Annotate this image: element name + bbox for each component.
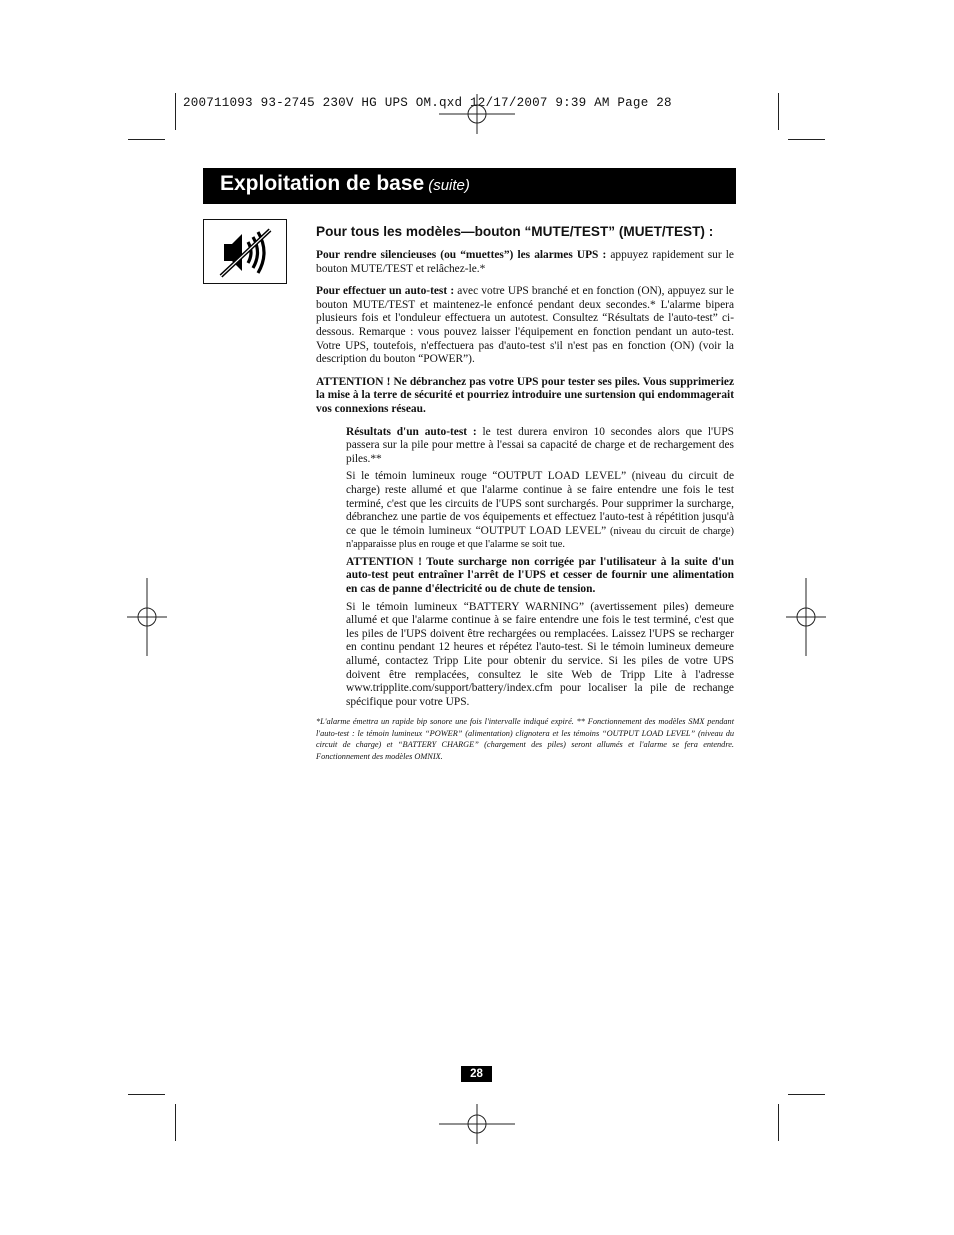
registration-mark-left [127, 578, 167, 656]
crop-mark [175, 93, 176, 130]
attention-overload [346, 556, 734, 597]
paragraph-self-test [316, 285, 734, 367]
paragraph-results [346, 426, 734, 467]
section-heading: Pour tous les modèles—bouton “MUTE/TEST” (MUET/TEST) : [316, 224, 714, 239]
mute-text: appuyez rapidement sur le bouton MUTE/TEST et relâchez-le.* [316, 249, 734, 275]
battery-text: Si le témoin lumineux “BATTERY WARNING” (avertissement piles) demeure allumé et que l'alarme continue à se faire entendre une fois le test terminé, c'est que les piles de l'UPS doivent être rechargées ou remplacées. Laissez l'UPS se recharger en continu pendant 12 heures et répétez l'auto-test. Si le témoin lumineux demeure allumé, contactez Tripp Lite pour obtenir du service. Si les piles de votre UPS doivent être remplacées, consultez le site Web de Tripp Lite à l'adresse www.tripplite.com/support/battery/index.cfm pour localiser la pile de rechange spécifique pour votre UPS. [346, 600, 734, 708]
page-title-text: Exploitation de base [220, 172, 425, 195]
page-title [220, 172, 470, 196]
crop-mark [128, 1094, 165, 1095]
self-test-text: avec votre UPS branché et en fonction (ON), appuyez sur le bouton MUTE/TEST et maintenez-le enfoncé pendant deux secondes.* L'alarme bipera plusieurs fois et l'onduleur effectuera un autotest. Consultez “Résultats de l'auto-test” ci-dessous. Remarque : vous pouvez laisser l'équipement en fonction pendant un auto-test. Votre UPS, toutefois, n'effectuera pas d'auto-test s'il n'est pas en fonction (ON) (voir la description du bouton “POWER”). [316, 285, 734, 366]
registration-mark-right [786, 578, 826, 656]
overload-text-tail: (niveau du circuit de charge) n'apparaisse plus en rouge et que l'alarme se soit tue. [346, 525, 734, 551]
crop-mark [778, 93, 779, 130]
page-title-suffix: (suite) [428, 177, 470, 194]
attention-warning [316, 376, 734, 417]
attention-warning-text: ATTENTION ! Ne débranchez pas votre UPS pour tester ses piles. Vous supprimeriez la mise à la terre de sécurité et pourriez introduire une surtension qui endommagerait vos connexions réseau. [316, 375, 734, 415]
page-number: 28 [461, 1066, 492, 1082]
overload-text: Si le témoin lumineux rouge “OUTPUT LOAD LEVEL” (niveau du circuit de charge) reste allumé et que l'alarme continue à se faire entendre une fois le test terminé, c'est que les circuits de l'UPS sont surchargés. Pour supprimer la surcharge, débranchez une partie de vos équipements et effectuez l'auto-test à répétition jusqu'à ce que le témoin lumineux “OUTPUT LOAD LEVEL” [346, 470, 734, 537]
paragraph-battery [346, 601, 734, 710]
attention-overload-text: ATTENTION ! Toute surcharge non corrigée par l'utilisateur à la suite d'un auto-test peut entraîner l'arrêt de l'UPS et cesser de fournir une alimentation en cas de panne d'électricité ou de chute de tension. [346, 555, 734, 596]
footnote: *L'alarme émettra un rapide bip sonore une fois l'intervalle indiqué expiré. ** Fonctionnement des modèles SMX pendant l'auto-test : le témoin lumineux “POWER” (alimentation) clignotera et les témoins “OUTPUT LOAD LEVEL” (niveau du circuit de charge) et “BATTERY CHARGE” (chargement des piles) seront allumés et l'alarme se fera entendre. Fonctionnement des modèles OMNIX. [316, 717, 734, 761]
self-test-lead: Pour effectuer un auto-test : [316, 285, 455, 298]
results-lead: Résultats d'un auto-test : [346, 425, 477, 438]
crop-mark [788, 1094, 825, 1095]
crop-mark [175, 1104, 176, 1141]
main-content [316, 224, 734, 771]
icon-frame [203, 219, 287, 284]
registration-mark-top [439, 94, 515, 170]
crop-mark [788, 139, 825, 140]
paragraph-overload [346, 470, 734, 552]
crop-mark [778, 1104, 779, 1141]
speaker-mute-icon [204, 220, 288, 285]
results-text: le test durera environ 10 secondes alors que l'UPS passera sur la pile pour mettre à l'essai sa capacité de charge et de rechargement des piles.** [346, 425, 735, 465]
paragraph-mute [316, 249, 734, 276]
mute-lead: Pour rendre silencieuses (ou “muettes”) les alarmes UPS : [316, 249, 607, 261]
registration-mark-bottom [439, 1104, 515, 1144]
slug-line: 200711093 93-2745 230V HG UPS OM.qxd 12/17/2007 9:39 AM Page 28 [183, 96, 672, 110]
section-header [203, 168, 736, 204]
crop-mark [128, 139, 165, 140]
